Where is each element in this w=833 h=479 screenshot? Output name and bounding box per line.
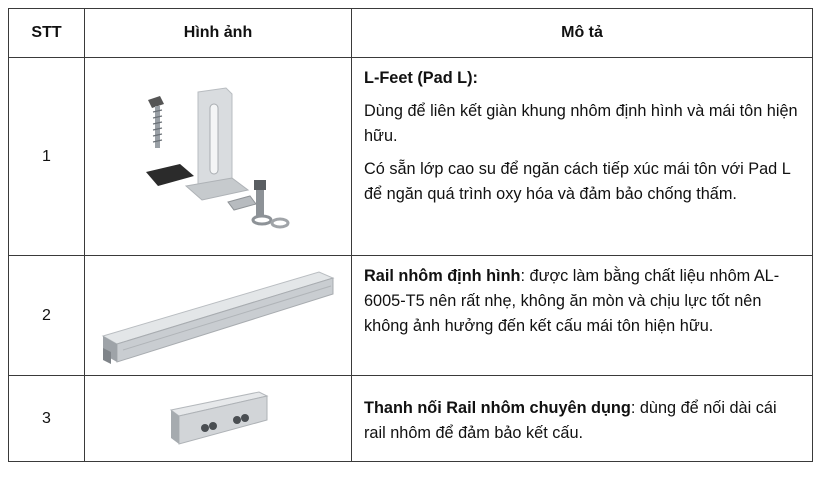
product-image-rail [85, 256, 352, 376]
product-image-splice [85, 376, 352, 462]
item-text: : được làm bằng chất liệu nhôm AL-6005-T5 nên rất nhẹ, không ăn mòn và chịu lực tốt nên không ảnh hưởng đến kết cấu mái tôn hiện hữu. [364, 267, 780, 335]
row-number: 1 [9, 58, 85, 256]
row-number: 2 [9, 256, 85, 376]
table-row [9, 376, 813, 462]
product-spec-table [8, 8, 813, 462]
rail-splice-illustration [163, 384, 273, 454]
header-stt: STT [9, 9, 85, 58]
item-title: L-Feet (Pad L): [364, 69, 478, 87]
header-description: Mô tả [352, 9, 813, 58]
row-number: 3 [9, 376, 85, 462]
item-paragraph-1: Dùng để liên kết giàn khung nhôm định hình và mái tôn hiện hữu. [364, 102, 798, 145]
item-text: : dùng để nối dài cái rail nhôm để đảm bảo kết cấu. [364, 399, 777, 442]
l-feet-illustration [128, 82, 308, 232]
product-image-l-feet [85, 58, 352, 256]
table-row [9, 256, 813, 376]
table-row [9, 58, 813, 256]
row-description [352, 58, 813, 256]
header-image: Hình ảnh [85, 9, 352, 58]
aluminum-rail-illustration [93, 264, 343, 368]
row-description [352, 376, 813, 462]
item-title: Rail nhôm định hình [364, 267, 521, 285]
item-paragraph-2: Có sẵn lớp cao su để ngăn cách tiếp xúc mái tôn với Pad L để ngăn quá trình oxy hóa và đảm bảo chống thấm. [364, 160, 791, 203]
header-row [9, 9, 813, 58]
item-title: Thanh nối Rail nhôm chuyên dụng [364, 399, 631, 417]
row-description [352, 256, 813, 376]
